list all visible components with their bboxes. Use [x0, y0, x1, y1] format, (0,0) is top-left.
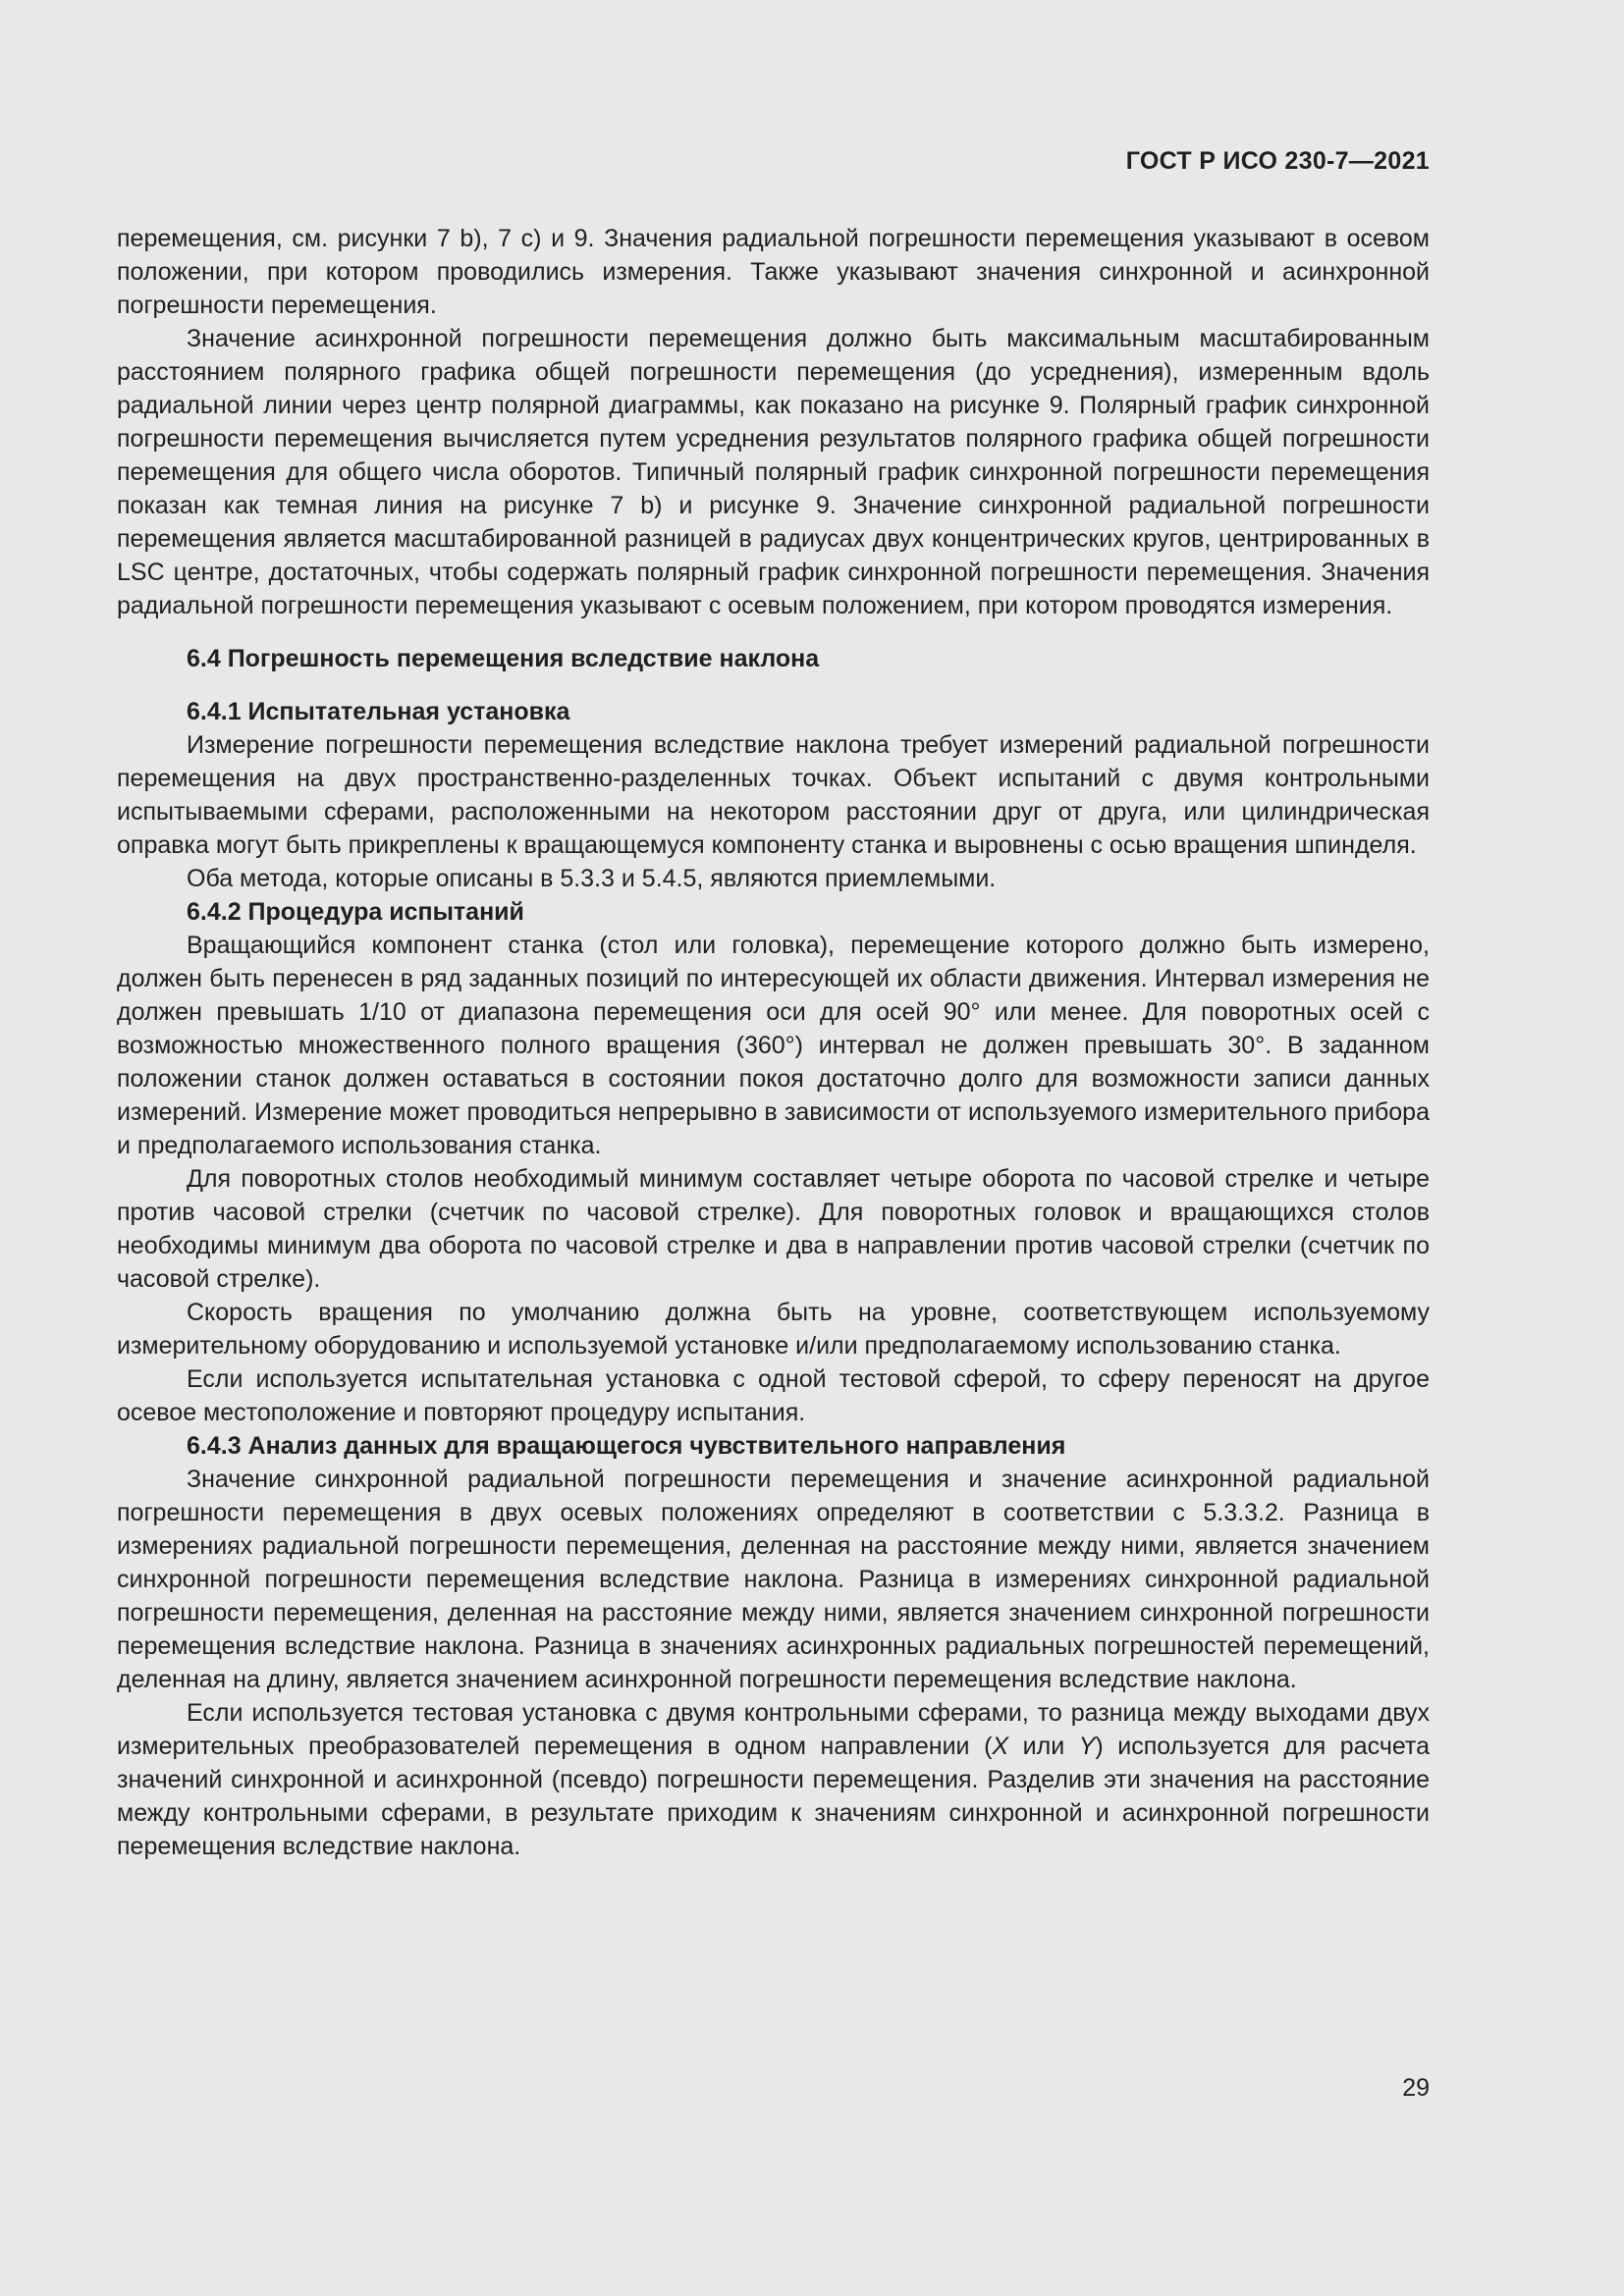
paragraph: Оба метода, которые описаны в 5.3.3 и 5.4.5, являются приемлемыми.	[187, 865, 997, 892]
paragraph: Для поворотных столов необходимый минимум составляет четыре оборота по часовой стрелке и четыре против часовой стрелки (счетчик по часовой стрелке). Для поворотных головок и вращающихся столов необходимы минимум два оборота по часовой стрелке и два в направлении против часовой стрелки (счетчик по часовой стрелке).	[117, 1165, 1430, 1293]
document-id-header: ГОСТ Р ИСО 230-7—2021	[1125, 147, 1430, 175]
axis-x-symbol: X	[992, 1733, 1009, 1760]
paragraph: Измерение погрешности перемещения вследствие наклона требует измерений радиальной погрешности перемещения на двух пространственно-разделенных точках. Объект испытаний с двумя контрольными испытываемыми сферами, расположенными на некотором расстоянии друг от друга, или цилиндрическая оправка могут быть прикреплены к вращающемуся компоненту станка и выровнены с осью вращения шпинделя.	[117, 731, 1430, 859]
paragraph: Вращающийся компонент станка (стол или головка), перемещение которого должно быть измерено, должен быть перенесен в ряд заданных позиций по интересующей их области движения. Интервал измерения не должен превышать 1/10 от диапазона перемещения оси для осей 90° или менее. Для поворотных осей с возможностью множественного полного вращения (360°) интервал не должен превышать 30°. В заданном положении станок должен оставаться в состоянии покоя достаточно долго для возможности записи данных измерений. Измерение может проводиться непрерывно в зависимости от используемого измерительного прибора и предполагаемого использования станка.	[117, 932, 1430, 1159]
paragraph-text: Если используется тестовая установка с двумя контрольными сферами, то разница между выходами двух измерительных преобразователей перемещения в одном направлении (	[117, 1699, 1430, 1760]
paragraph-text: или	[1008, 1733, 1079, 1760]
subsection-heading-6-4-3: 6.4.3 Анализ данных для вращающегося чувствительного направления	[187, 1432, 1066, 1460]
page-number: 29	[1402, 2074, 1430, 2102]
paragraph: Значение асинхронной погрешности перемещения должно быть максимальным масштабированным расстоянием полярного графика общей погрешности перемещения (до усреднения), измеренным вдоль радиальной линии через центр полярной диаграммы, как показано на рисунке 9. Полярный график синхронной погрешности перемещения вычисляется путем усреднения результатов полярного графика общей погрешности перемещения для общего числа оборотов. Типичный полярный график синхронной погрешности перемещения показан как темная линия на рисунке 7 b) и рисунке 9. Значение синхронной радиальной погрешности перемещения является масштабированной разницей в радиусах двух концентрических кругов, центрированных в LSC центре, достаточных, чтобы содержать полярный график синхронной погрешности перемещения. Значения радиальной погрешности перемещения указывают с осевым положением, при котором проводятся измерения.	[117, 325, 1430, 619]
paragraph-text: ) используется для расчета значений синхронной и асинхронной (псевдо) погрешности перемещения. Разделив эти значения на расстояние между контрольными сферами, в результате приходим к значениям синхронной и асинхронной погрешности перемещения вследствие наклона.	[117, 1733, 1430, 1860]
paragraph: перемещения, см. рисунки 7 b), 7 с) и 9. Значения радиальной погрешности перемещения указывают в осевом положении, при котором проводились измерения. Также указывают значения синхронной и асинхронной погрешности перемещения.	[117, 225, 1430, 319]
document-body	[117, 222, 1430, 1863]
subsection-heading-6-4-2: 6.4.2 Процедура испытаний	[187, 898, 524, 926]
section-heading-6-4: 6.4 Погрешность перемещения вследствие наклона	[187, 645, 820, 672]
paragraph: Если используется испытательная установка с одной тестовой сферой, то сферу переносят на другое осевое местоположение и повторяют процедуру испытания.	[117, 1365, 1430, 1426]
paragraph	[117, 1696, 1430, 1863]
paragraph: Значение синхронной радиальной погрешности перемещения и значение асинхронной радиальной погрешности перемещения в двух осевых положениях определяют в соответствии с 5.3.3.2. Разница в измерениях радиальной погрешности перемещения, деленная на расстояние между ними, является значением синхронной погрешности перемещения вследствие наклона. Разница в измерениях синхронной радиальной погрешности перемещения, деленная на расстояние между ними, является значением синхронной погрешности перемещения вследствие наклона. Разница в значениях асинхронных радиальных погрешностей перемещений, деленная на длину, является значением асинхронной погрешности перемещения вследствие наклона.	[117, 1466, 1430, 1693]
paragraph: Скорость вращения по умолчанию должна быть на уровне, соответствующем используемому измерительному оборудованию и используемой установке и/или предполагаемому использованию станка.	[117, 1299, 1430, 1360]
axis-y-symbol: Y	[1078, 1733, 1096, 1760]
subsection-heading-6-4-1: 6.4.1 Испытательная установка	[187, 698, 570, 725]
